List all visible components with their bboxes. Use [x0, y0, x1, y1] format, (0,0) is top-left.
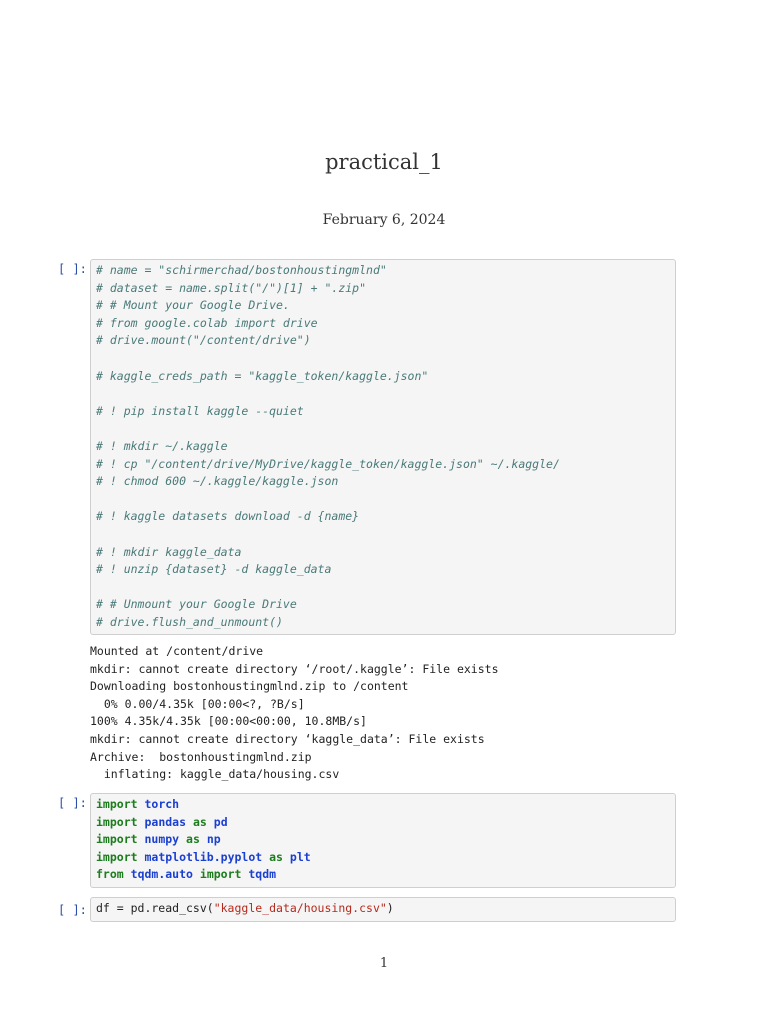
code-line: # drive.flush_and_unmount()	[96, 614, 283, 629]
document-date: February 6, 2024	[322, 212, 446, 228]
code-line: # ! mkdir kaggle_data	[96, 544, 242, 559]
code-cell-3-source	[91, 898, 675, 920]
code-line: import numpy as np	[96, 832, 221, 847]
output-line: 100% 4.35k/4.35k [00:00<00:00, 10.8MB/s]	[90, 714, 367, 729]
output-line: Mounted at /content/drive	[90, 644, 264, 658]
code-line: # drive.mount("/content/drive")	[96, 333, 311, 348]
code-line: # ! mkdir ~/.kaggle	[96, 438, 228, 453]
code-cell-1-source	[91, 260, 675, 633]
code-cell-2[interactable]	[90, 793, 676, 888]
page-number: 1	[379, 956, 389, 971]
code-line: # ! kaggle datasets download -d {name}	[96, 509, 360, 524]
code-line: # ! unzip {dataset} -d kaggle_data	[96, 562, 332, 577]
cell-2-prompt: [ ]:	[58, 796, 87, 810]
code-line: # # Unmount your Google Drive	[96, 597, 297, 612]
code-line: # kaggle_creds_path = "kaggle_token/kaggle.json"	[96, 368, 429, 383]
code-line: import matplotlib.pyplot as plt	[96, 849, 311, 864]
code-line: df = pd.read_csv("kaggle_data/housing.csv")	[96, 901, 394, 915]
document-title: practical_1	[325, 150, 443, 174]
cell-1-output	[90, 643, 499, 784]
code-line: # name = "schirmerchad/bostonhoustingmlnd"	[96, 263, 387, 277]
code-cell-3[interactable]	[90, 897, 676, 922]
output-line: mkdir: cannot create directory ‘kaggle_data’: File exists	[90, 731, 485, 746]
code-line: # ! cp "/content/drive/MyDrive/kaggle_token/kaggle.json" ~/.kaggle/	[96, 456, 560, 471]
cell-3-prompt: [ ]:	[58, 903, 87, 917]
output-line: inflating: kaggle_data/housing.csv	[90, 767, 340, 782]
output-line: mkdir: cannot create directory ‘/root/.kaggle’: File exists	[90, 661, 499, 676]
cell-1-prompt: [ ]:	[58, 262, 87, 276]
output-line: Downloading bostonhoustingmlnd.zip to /content	[90, 679, 409, 694]
code-line: import torch	[96, 797, 180, 811]
code-line: from tqdm.auto import tqdm	[96, 867, 277, 882]
code-line: # ! pip install kaggle --quiet	[96, 403, 304, 418]
code-line: # from google.colab import drive	[96, 315, 318, 330]
code-line: # dataset = name.split("/")[1] + ".zip"	[96, 280, 367, 295]
code-cell-2-source	[91, 794, 675, 886]
code-line: import pandas as pd	[96, 814, 228, 829]
output-line: Archive: bostonhoustingmlnd.zip	[90, 749, 312, 764]
code-line: # # Mount your Google Drive.	[96, 298, 290, 313]
output-line: 0% 0.00/4.35k [00:00<?, ?B/s]	[90, 696, 305, 711]
code-line: # ! chmod 600 ~/.kaggle/kaggle.json	[96, 474, 339, 489]
code-cell-1[interactable]	[90, 259, 676, 635]
